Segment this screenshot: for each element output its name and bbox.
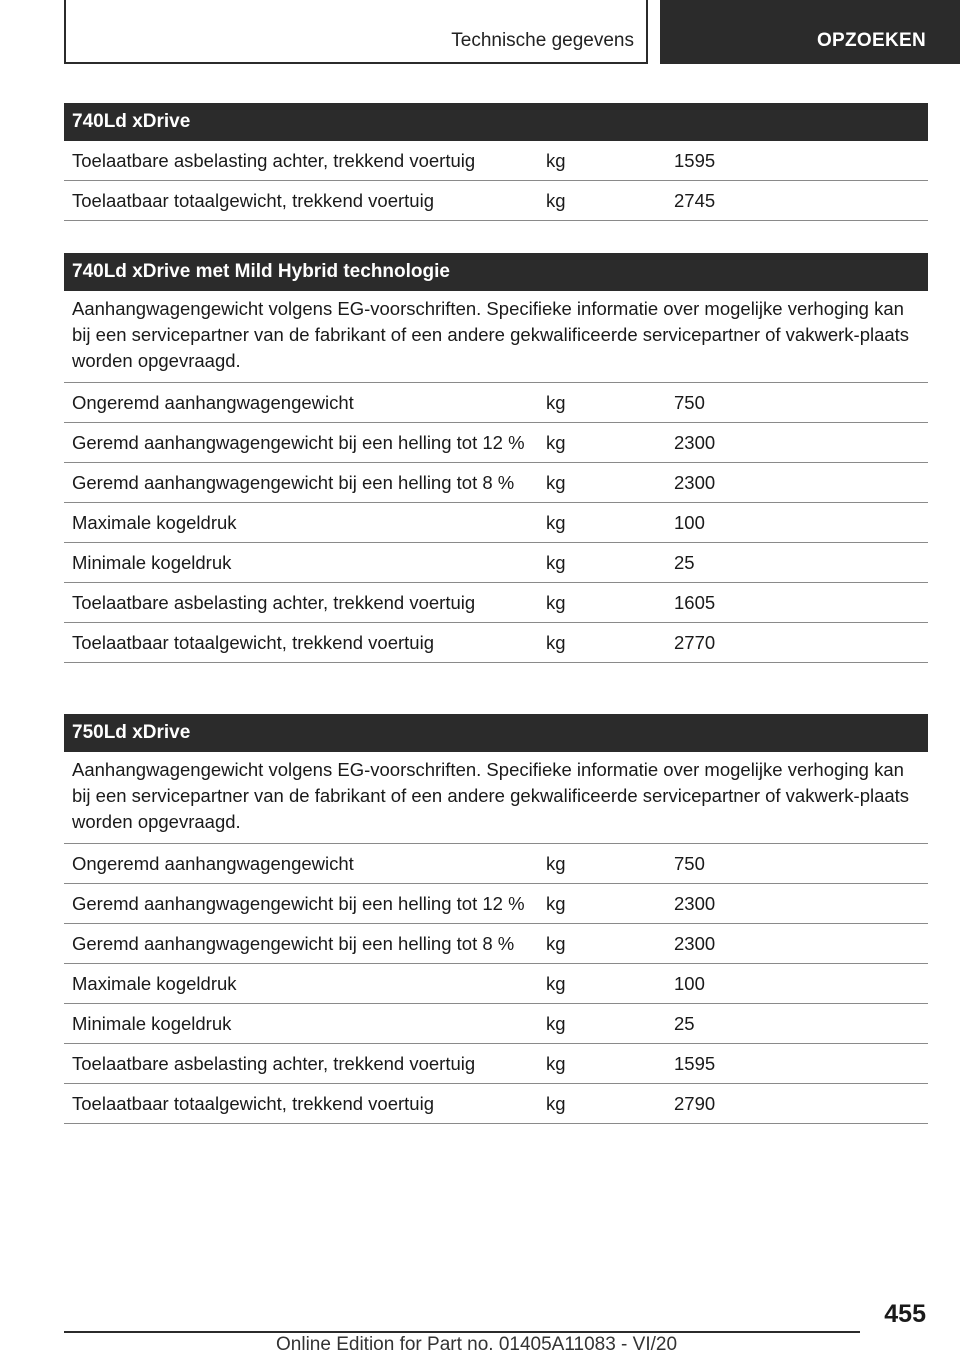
row-label: Maximale kogeldruk xyxy=(72,973,237,994)
row-unit: kg xyxy=(546,853,566,874)
table-row xyxy=(64,884,928,924)
row-label: Toelaatbaar totaalgewicht, trekkend voertuig xyxy=(72,190,434,211)
row-unit: kg xyxy=(546,933,566,954)
row-label: Toelaatbare asbelasting achter, trekkend voertuig xyxy=(72,150,476,171)
row-label: Ongeremd aanhangwagengewicht xyxy=(72,853,354,874)
row-value: 25 xyxy=(674,1013,695,1034)
row-value: 1605 xyxy=(674,592,716,613)
spec-section-750ld xyxy=(64,714,928,1124)
row-value: 25 xyxy=(674,552,695,573)
row-value: 100 xyxy=(674,512,705,533)
section-title: Technische gegevens xyxy=(451,30,634,51)
row-label: Geremd aanhangwagengewicht bij een helling tot 12 % xyxy=(72,432,525,453)
table-row xyxy=(64,1004,928,1044)
section-heading: 750Ld xDrive xyxy=(64,714,928,752)
header-section-tab xyxy=(64,0,648,64)
row-unit: kg xyxy=(546,432,566,453)
row-value: 750 xyxy=(674,392,705,413)
row-label: Toelaatbare asbelasting achter, trekkend voertuig xyxy=(72,592,476,613)
row-label: Minimale kogeldruk xyxy=(72,552,232,573)
table-row xyxy=(64,503,928,543)
row-value: 750 xyxy=(674,853,705,874)
row-label: Maximale kogeldruk xyxy=(72,512,237,533)
row-unit: kg xyxy=(546,190,566,211)
row-unit: kg xyxy=(546,1013,566,1034)
row-value: 2300 xyxy=(674,472,716,493)
row-unit: kg xyxy=(546,592,566,613)
section-heading: 740Ld xDrive xyxy=(64,103,928,141)
table-row xyxy=(64,383,928,423)
table-row xyxy=(64,463,928,503)
row-label: Toelaatbare asbelasting achter, trekkend voertuig xyxy=(72,1053,476,1074)
table-row xyxy=(64,844,928,884)
row-unit: kg xyxy=(546,1093,566,1114)
row-label: Geremd aanhangwagengewicht bij een helling tot 8 % xyxy=(72,472,515,493)
table-row xyxy=(64,423,928,463)
row-unit: kg xyxy=(546,893,566,914)
row-value: 1595 xyxy=(674,150,716,171)
row-unit: kg xyxy=(546,472,566,493)
section-heading: 740Ld xDrive met Mild Hybrid technologie xyxy=(64,253,928,291)
table-row xyxy=(64,1084,928,1124)
table-row xyxy=(64,141,928,181)
row-value: 1595 xyxy=(674,1053,716,1074)
row-value: 100 xyxy=(674,973,705,994)
row-unit: kg xyxy=(546,552,566,573)
lookup-button[interactable] xyxy=(660,0,960,64)
row-unit: kg xyxy=(546,150,566,171)
table-row xyxy=(64,964,928,1004)
row-value: 2770 xyxy=(674,632,716,653)
row-label: Ongeremd aanhangwagengewicht xyxy=(72,392,354,413)
row-value: 2300 xyxy=(674,893,716,914)
row-unit: kg xyxy=(546,632,566,653)
row-unit: kg xyxy=(546,392,566,413)
table-row xyxy=(64,583,928,623)
row-unit: kg xyxy=(546,973,566,994)
row-unit: kg xyxy=(546,1053,566,1074)
section-note: Aanhangwagengewicht volgens EG-voorschriften. Specifieke informatie over mogelijke verhoging kan bij een servicepartner van de fabrikant of een andere gekwalificeerde servicepartner of vakwerk-plaats worden opgevraagd. xyxy=(64,752,928,844)
row-value: 2300 xyxy=(674,432,716,453)
lookup-button-label: OPZOEKEN xyxy=(816,30,926,51)
table-row xyxy=(64,1044,928,1084)
page-number: 455 xyxy=(884,1300,926,1328)
row-unit: kg xyxy=(546,512,566,533)
footer-divider xyxy=(64,1331,860,1333)
edition-note: Online Edition for Part no. 01405A11083 - VI/20 xyxy=(276,1334,678,1355)
spec-section-740ld xyxy=(64,103,928,221)
row-value: 2745 xyxy=(674,190,716,211)
table-row xyxy=(64,924,928,964)
section-note: Aanhangwagengewicht volgens EG-voorschriften. Specifieke informatie over mogelijke verhoging kan bij een servicepartner van de fabrikant of een andere gekwalificeerde servicepartner of vakwerk-plaats worden opgevraagd. xyxy=(64,291,928,383)
row-label: Geremd aanhangwagengewicht bij een helling tot 8 % xyxy=(72,933,515,954)
row-value: 2790 xyxy=(674,1093,716,1114)
row-label: Geremd aanhangwagengewicht bij een helling tot 12 % xyxy=(72,893,525,914)
table-row xyxy=(64,543,928,583)
row-label: Toelaatbaar totaalgewicht, trekkend voertuig xyxy=(72,632,434,653)
spec-section-740ld-mild-hybrid xyxy=(64,253,928,663)
table-row xyxy=(64,181,928,221)
row-label: Minimale kogeldruk xyxy=(72,1013,232,1034)
table-row xyxy=(64,623,928,663)
row-label: Toelaatbaar totaalgewicht, trekkend voertuig xyxy=(72,1093,434,1114)
row-value: 2300 xyxy=(674,933,716,954)
